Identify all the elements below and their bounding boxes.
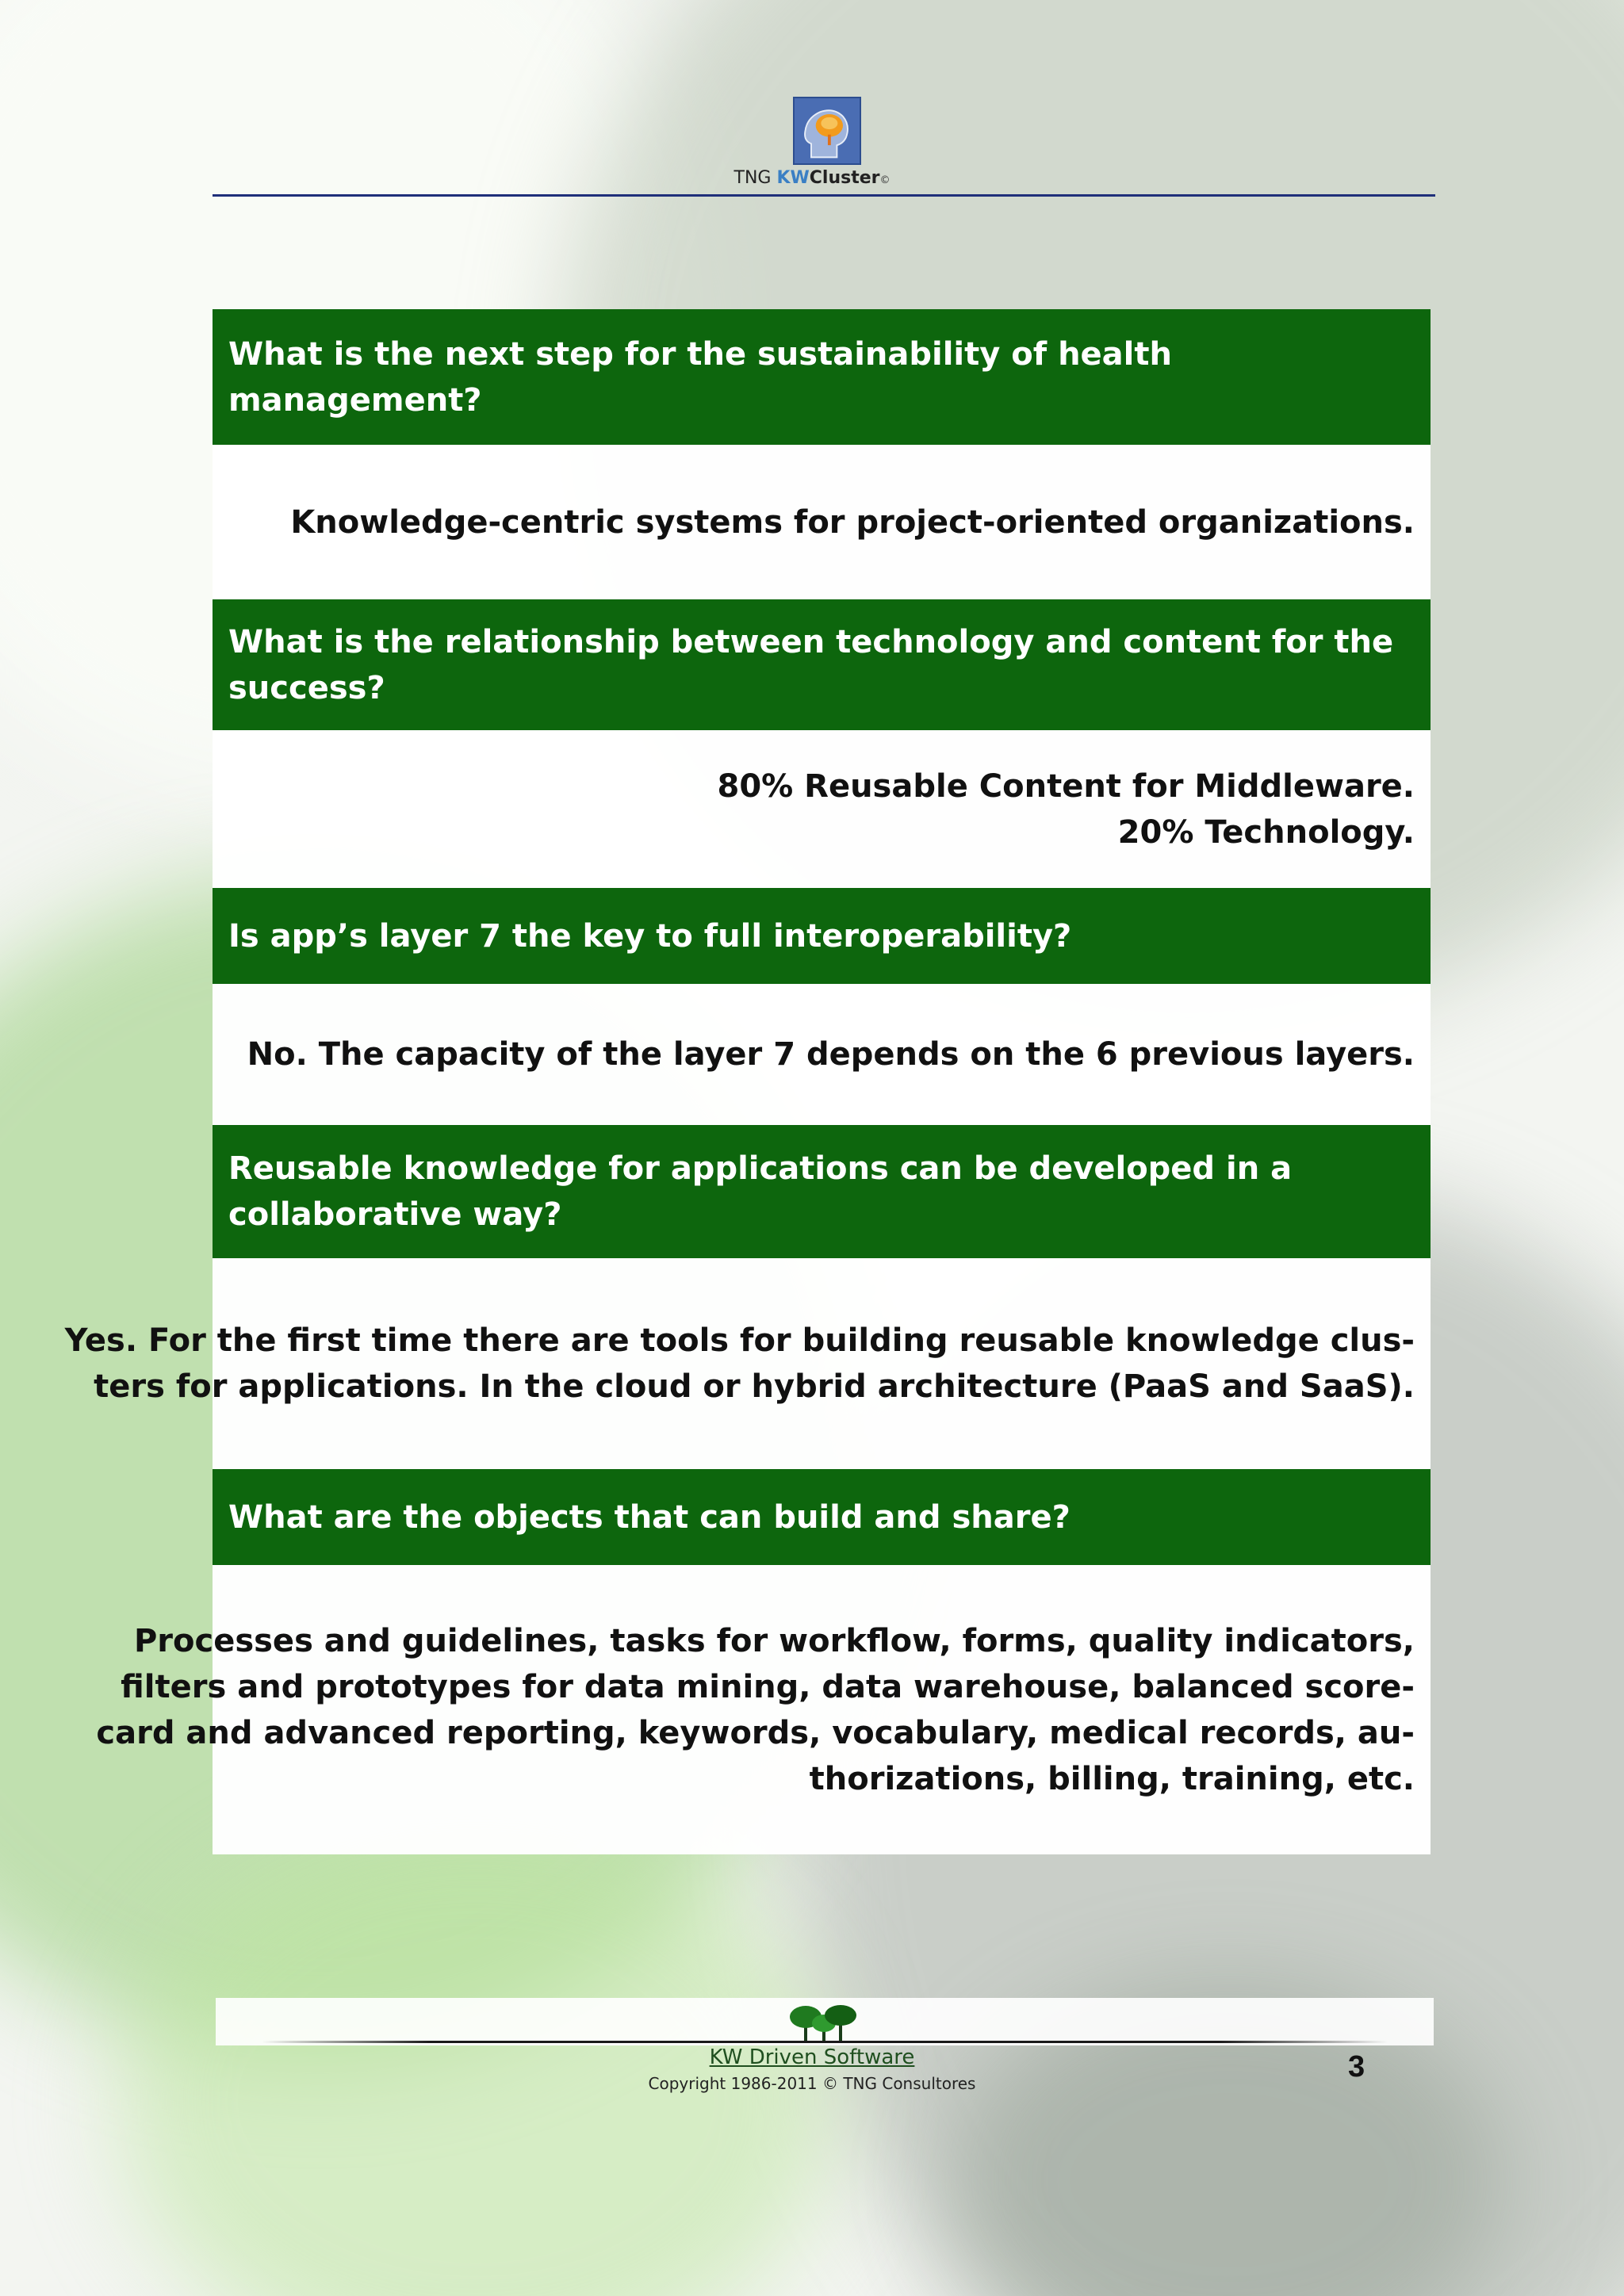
- question-box: [213, 1469, 1431, 1565]
- footer-copyright: Copyright 1986-2011 © TNG Consultores: [648, 2074, 976, 2093]
- question-box: [213, 1125, 1431, 1258]
- header-brand: [0, 168, 1624, 188]
- footer-title: KW Driven Software: [709, 2045, 915, 2069]
- brand-prefix: TNG: [733, 168, 777, 188]
- question-box: [213, 888, 1431, 984]
- question-text: Is app’s layer 7 the key to full interoperability?: [228, 917, 1072, 955]
- trees-logo-icon: [788, 2004, 860, 2044]
- answer-line: Knowledge-centric systems for project-oriented organizations.: [290, 503, 1415, 541]
- answer-box: [213, 984, 1431, 1125]
- page-number: 3: [1348, 2050, 1365, 2084]
- answer-box: [213, 730, 1431, 888]
- answer-box: [96, 1565, 1431, 1854]
- brand-copyright-mark: ©: [879, 174, 891, 186]
- brain-head-logo-icon: [793, 97, 861, 165]
- answer-line: card and advanced reporting, keywords, vocabulary, medical records, au-: [96, 1714, 1415, 1751]
- answer-line: filters and prototypes for data mining, data warehouse, balanced score-: [121, 1668, 1415, 1705]
- answer-line: No. The capacity of the layer 7 depends on the 6 previous layers.: [247, 1036, 1415, 1073]
- question-text: What is the next step for the sustainability of health management?: [228, 335, 1172, 419]
- question-box: [213, 599, 1431, 730]
- question-text: What is the relationship between technology and content for the success?: [228, 623, 1394, 706]
- answer-line: Processes and guidelines, tasks for workflow, forms, quality indicators,: [133, 1622, 1415, 1659]
- answer-box: [64, 1258, 1431, 1469]
- question-box: [213, 309, 1431, 445]
- answer-box: [213, 445, 1431, 599]
- question-text: What are the objects that can build and share?: [228, 1498, 1071, 1536]
- answer-line: ters for applications. In the cloud or hybrid architecture (PaaS and SaaS).: [94, 1368, 1415, 1405]
- answer-line: 20% Technology.: [1117, 813, 1415, 851]
- brand-cluster: Cluster: [809, 168, 880, 188]
- question-text: Reusable knowledge for applications can be developed in a collaborative way?: [228, 1150, 1293, 1233]
- answer-line: 80% Reusable Content for Middleware.: [717, 767, 1415, 805]
- header-divider: [213, 194, 1435, 197]
- brand-kw: KW: [776, 168, 810, 188]
- answer-line: Yes. For the first time there are tools for building reusable knowledge clus-: [64, 1322, 1415, 1359]
- answer-line: thorizations, billing, training, etc.: [809, 1760, 1415, 1797]
